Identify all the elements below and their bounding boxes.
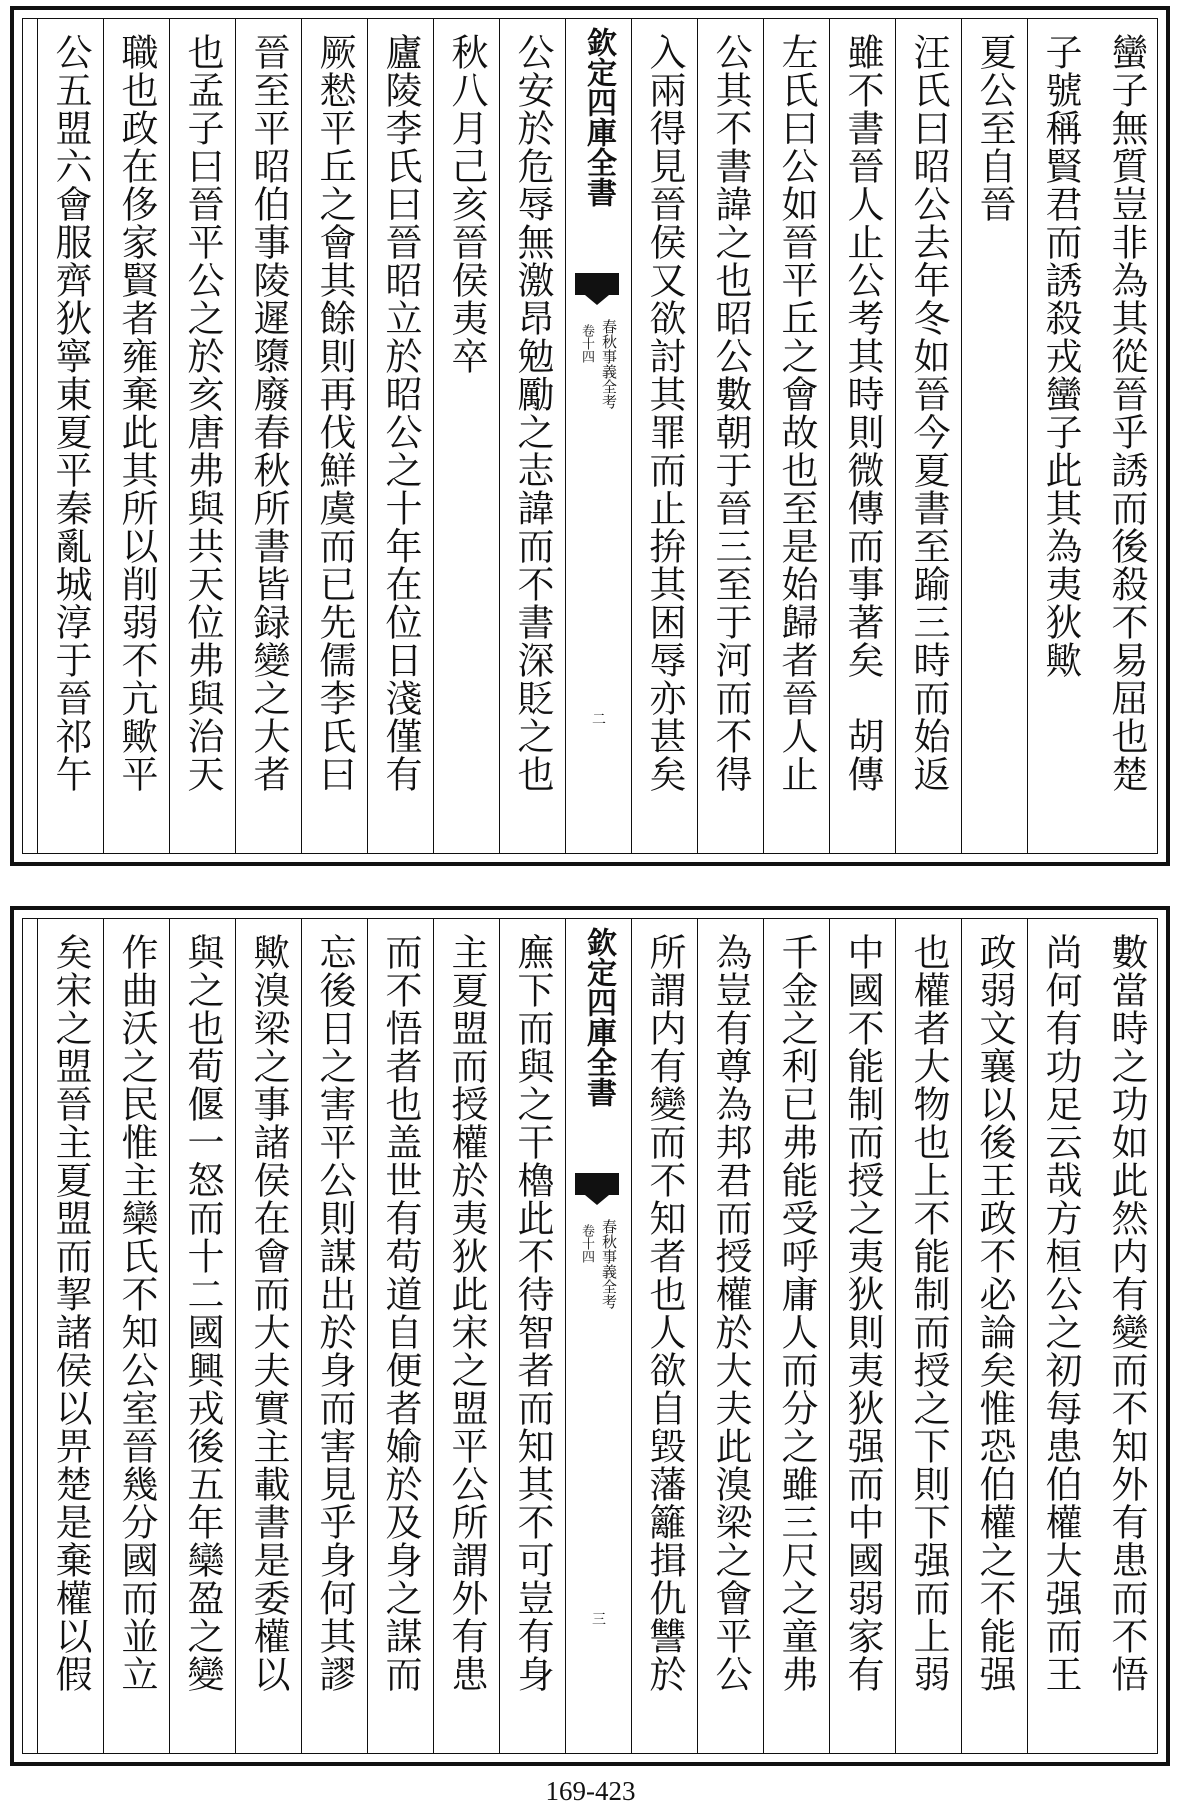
- section-title: 春秋事義全考: [600, 319, 618, 409]
- column-text: 汪氏曰昭公去年冬如晉今夏書至踰三時而始返: [907, 33, 950, 793]
- text-column: [367, 919, 433, 1753]
- column-text: 蠻子無質豈非為其從晉乎誘而後殺不易屈也楚: [1105, 33, 1148, 793]
- text-column: [235, 19, 301, 853]
- column-text: 尚何有功足云哉方桓公之初每患伯權大强而王: [1039, 933, 1082, 1693]
- text-column: [1027, 19, 1093, 853]
- fishtail-mark: [575, 1173, 619, 1195]
- section-title: 春秋事義全考: [600, 1219, 618, 1309]
- text-column: [763, 19, 829, 853]
- text-column: [829, 19, 895, 853]
- column-text: 數當時之功如此然内有變而不知外有患而不悟: [1105, 933, 1148, 1693]
- column-text: 政弱文襄以後王政不必論矣惟恐伯權之不能强: [973, 933, 1016, 1693]
- page-footer-number: 169-423: [545, 1776, 636, 1806]
- text-column: [829, 919, 895, 1753]
- column-text: 公五盟六會服齊狄寧東夏平秦亂城淳于晉祁午: [49, 33, 92, 793]
- column-text: 所謂内有變而不知者也人欲自毀藩籬揖仇讐於: [643, 933, 686, 1693]
- column-text: 忘後日之害平公則謀出於身而害見乎身何其謬: [313, 933, 356, 1693]
- page-panel-top: [10, 6, 1170, 866]
- column-text: 也孟子曰晉平公之於亥唐弗與共天位弗與治天: [181, 33, 224, 793]
- page-number: 二: [592, 712, 606, 728]
- column-text: 為豈有尊為邦君而授權於大夫此溴梁之會平公: [709, 933, 752, 1693]
- page-panel-bottom: [10, 906, 1170, 1766]
- column-text: 與之也荀偃一怒而十二國興戎後五年欒盈之變: [181, 933, 224, 1693]
- text-column: [1027, 919, 1093, 1753]
- text-column: [499, 19, 565, 853]
- text-column: [895, 919, 961, 1753]
- column-text: 晉至平昭伯事陵遲隳廢春秋所書皆録變之大者: [247, 33, 290, 793]
- text-column: [961, 919, 1027, 1753]
- text-column: [37, 919, 103, 1753]
- text-column: [1093, 919, 1159, 1753]
- volume-label: 卷十四: [579, 324, 594, 363]
- fishtail-mark: [575, 273, 619, 295]
- column-text: 作曲沃之民惟主欒氏不知公室晉幾分國而並立: [115, 933, 158, 1693]
- text-column: [697, 19, 763, 853]
- column-text: 也權者大物也上不能制而授之下則下强而上弱: [907, 933, 950, 1693]
- column-text: 左氏曰公如晉平丘之會故也至是始歸者晉人止: [775, 33, 818, 793]
- column-text: 公安於危辱無激昂勉勵之志諱而不書深貶之也: [511, 33, 554, 793]
- text-column: [301, 919, 367, 1753]
- column-text: 雖不書晉人止公考其時則微傳而事著矣 胡傳: [841, 33, 884, 793]
- column-text: 夏公至自晉: [973, 33, 1016, 223]
- column-text: 千金之利已弗能受呼庸人而分之雖三尺之童弗: [775, 933, 818, 1693]
- column-text: 入兩得見晉侯又欲討其罪而止拚其困辱亦甚矣: [643, 33, 686, 793]
- text-column: [301, 19, 367, 853]
- column-text: 歟溴梁之事諸侯在會而大夫實主載書是委權以: [247, 933, 290, 1693]
- column-text: 主夏盟而授權於夷狄此宋之盟平公所謂外有患: [445, 933, 488, 1693]
- column-text: 中國不能制而授之夷狄則夷狄强而中國弱家有: [841, 933, 884, 1693]
- text-column: [895, 19, 961, 853]
- column-text: 廬陵李氏曰晉昭立於昭公之十年在位日淺僅有: [379, 33, 422, 793]
- text-column: [103, 919, 169, 1753]
- text-column: [697, 919, 763, 1753]
- text-column: [169, 19, 235, 853]
- text-column: [1093, 19, 1159, 853]
- text-column: [499, 919, 565, 1753]
- column-text: 子號稱賢君而誘殺戎蠻子此其為夷狄歟: [1039, 33, 1082, 679]
- page-number: 三: [592, 1612, 606, 1628]
- center-gutter: [565, 19, 631, 853]
- page-frame: [22, 918, 1158, 1754]
- text-column: [631, 19, 697, 853]
- center-gutter: [565, 919, 631, 1753]
- text-column: [961, 19, 1027, 853]
- book-title: 欽定四庫全書: [581, 927, 616, 1107]
- text-column: [103, 19, 169, 853]
- column-text: 而不悟者也盖世有苟道自便者媮於及身之謀而: [379, 933, 422, 1693]
- text-column: [433, 919, 499, 1753]
- column-text: 公其不書諱之也昭公數朝于晉三至于河而不得: [709, 33, 752, 793]
- column-text: 矣宋之盟晉主夏盟而挈諸侯以畀楚是棄權以假: [49, 933, 92, 1693]
- column-text: 厥慭平丘之會其餘則再伐鮮虞而已先儒李氏曰: [313, 33, 356, 793]
- volume-label: 卷十四: [579, 1224, 594, 1263]
- text-column: [763, 919, 829, 1753]
- text-column: [169, 919, 235, 1753]
- page-frame: [22, 18, 1158, 854]
- text-column: [37, 19, 103, 853]
- text-column: [235, 919, 301, 1753]
- column-text: 職也政在侈家賢者雍棄此其所以削弱不亢歟平: [115, 33, 158, 793]
- text-column: [631, 919, 697, 1753]
- column-text: 廡下而與之干櫓此不待智者而知其不可豈有身: [511, 933, 554, 1693]
- column-text: 秋八月己亥晉侯夷卒: [445, 33, 488, 375]
- text-column: [367, 19, 433, 853]
- text-column: [433, 19, 499, 853]
- book-title: 欽定四庫全書: [581, 27, 616, 207]
